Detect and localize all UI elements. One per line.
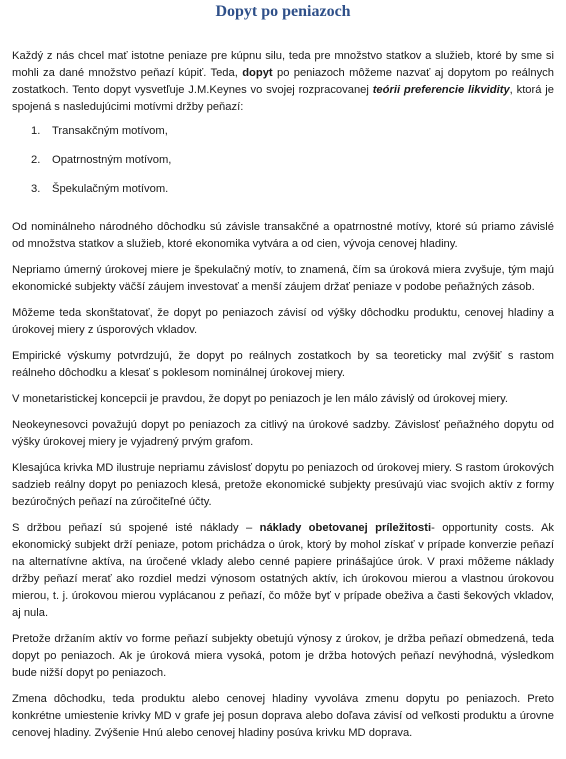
paragraph-text: S držbou peňazí sú spojené isté náklady – xyxy=(12,522,260,534)
body-paragraph: Pretože držaním aktív vo forme peňazí subjekty obetujú výnosy z úrokov, je držba peňazí obmedzená, teda dopyt po peniazoch. Ak je úroková miera vysoká, potom je držba hotových peňazí nevýhodná, výsledkom bude nižší dopyt po peniazoch. xyxy=(12,633,554,679)
intro-bold-term: dopyt xyxy=(242,67,273,79)
intro-text-3: , ktorá je spojená s nasledujúcimi motívmi držby peňazí: xyxy=(12,84,554,113)
list-item-number: 3. xyxy=(31,183,41,195)
body-paragraph: Neokeynesovci považujú dopyt po peniazoch za citlivý na úrokové sadzby. Závislosť peňažného dopytu od výšky úrokovej miery je vyjadrený prvým grafom. xyxy=(12,419,554,448)
list-item-label: Špekulačným motívom. xyxy=(52,183,169,195)
list-item-number: 2. xyxy=(31,154,41,166)
body-paragraph: Empirické výskumy potvrdzujú, že dopyt po reálnych zostatkoch by sa teoreticky mal zvýšiť s rastom reálneho dôchodku a klesať s poklesom nominálnej úrokovej miery. xyxy=(12,350,554,379)
opportunity-cost-term: náklady obetovanej príležitosti xyxy=(259,522,432,534)
body-paragraph: V monetaristickej koncepcii je pravdou, že dopyt po peniazoch je len málo závislý od úrokovej miery. xyxy=(12,393,509,405)
motives-list xyxy=(12,123,554,210)
body-paragraph: Klesajúca krivka MD ilustruje nepriamu závislosť dopytu po peniazoch od úrokovej miery. S rastom úrokových sadzieb reálny dopyt po peniazoch klesá, pretože ekonomické subjekty presúvajú viac svojich aktív z formy bezúročných peňazí na zúročiteľné účty. xyxy=(12,462,554,508)
body-paragraph: Od nominálneho národného dôchodku sú závisle transakčné a opatrnostné motívy, ktoré sú priamo závislé od množstva statkov a služieb, ktoré ekonomika vytvára a od cien, vývoja cenovej hladiny. xyxy=(12,221,554,250)
intro-theory-term: teórii preferencie likvidity xyxy=(372,84,510,96)
intro-paragraph xyxy=(12,48,554,116)
body-paragraph: Nepriamo úmerný úrokovej miere je špekulačný motív, to znamená, čím sa úroková miera zvyšuje, tým majú ekonomické subjekty väčší záujem investovať a menší záujem držať peniaze v podobe peňažných zásob. xyxy=(12,264,554,293)
intro-text-2: po peniazoch môžeme nazvať aj dopytom po reálnych zostatkoch. Tento dopyt vysvetľuje J.M.Keynes vo svojej rozpracovanej xyxy=(12,67,554,96)
list-item xyxy=(12,181,554,210)
paragraph-text: - opportunity costs. Ak ekonomický subjekt drží peniaze, potom prichádza o úrok, ktorý by mohol získať v prípade konverzie peňazí na alternatívne aktíva, na úročené vklady alebo cenné papiere prinášajúce úrok. V praxi môžeme náklady držby peňazí merať ako rozdiel medzi výnosom ostatných aktív, ich úrokovou mierou a vlastnou úrokovou mierou, t. j. úrokovou mierou vyplácanou z peňazí, čo môže byť v prípade obeživa a časti šekových vkladov, aj nula. xyxy=(12,522,554,619)
list-item-label: Transakčným motívom, xyxy=(52,125,168,137)
list-item-label: Opatrnostným motívom, xyxy=(52,154,172,166)
list-item xyxy=(12,123,554,152)
intro-text-1: Každý z nás chcel mať istotne peniaze pre kúpnu silu, teda pre množstvo statkov a služieb, ktoré by sme si mohli za dané množstvo peňazí kúpiť. Teda, xyxy=(12,50,554,79)
page-title: Dopyt po peniazoch xyxy=(215,3,351,20)
list-item-number: 1. xyxy=(31,125,41,137)
opportunity-cost-paragraph xyxy=(12,520,554,622)
body-paragraph: Zmena dôchodku, teda produktu alebo cenovej hladiny vyvoláva zmenu dopytu po peniazoch. Preto konkrétne umiestenie krivky MD v grafe jej posun doprava alebo doľava závisí od veľkosti produktu a úrovne cenovej hladiny. Zvýšenie Hnú alebo cenovej hladiny posúva krivku MD doprava. xyxy=(12,693,554,739)
list-item xyxy=(12,152,554,181)
body-paragraph: Môžeme teda skonštatovať, že dopyt po peniazoch závisí od výšky dôchodku produktu, cenovej hladiny a úrokovej miery z úsporových vkladov. xyxy=(12,307,554,336)
